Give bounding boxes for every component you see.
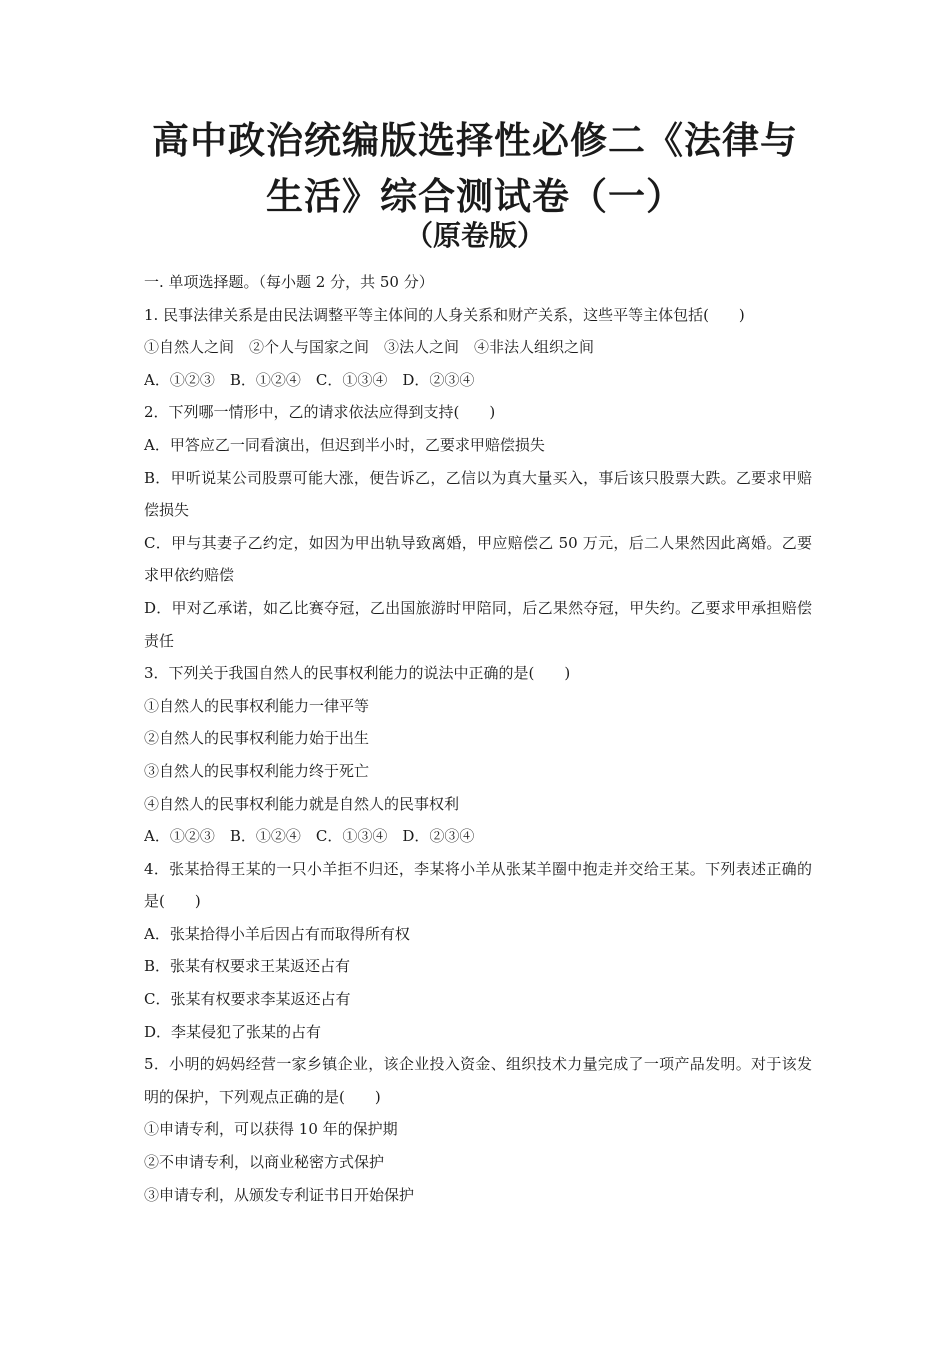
statement-3: ③自然人的民事权利能力终于死亡: [144, 761, 370, 780]
question-4: [144, 853, 812, 1049]
document-title: [140, 112, 810, 224]
question-2: [144, 396, 812, 657]
question-options: A．①②③ B．①②④ C．①③④ D．②③④: [144, 370, 475, 389]
statement-2: ②自然人的民事权利能力始于出生: [144, 729, 370, 748]
choice-c: C．张某有权要求李某返还占有: [144, 990, 351, 1009]
question-stem: 1. 民事法律关系是由民法调整平等主体间的人身关系和财产关系，这些平等主体包括( ): [144, 305, 745, 324]
question-3: [144, 657, 812, 853]
statement-3: ③申请专利，从颁发专利证书日开始保护: [144, 1185, 415, 1204]
question-statements: ①自然人之间 ②个人与国家之间 ③法人之间 ④非法人组织之间: [144, 338, 595, 357]
question-5: [144, 1048, 812, 1211]
question-stem: 3．下列关于我国自然人的民事权利能力的说法中正确的是( ): [144, 664, 571, 683]
question-stem: 2．下列哪一情形中，乙的请求依法应得到支持( ): [144, 403, 496, 422]
document-subtitle: （原卷版）: [404, 219, 545, 252]
choice-b: B．张某有权要求王某返还占有: [144, 957, 351, 976]
question-1: [144, 299, 812, 397]
question-stem: 5．小明的妈妈经营一家乡镇企业，该企业投入资金、组织技术力量完成了一项产品发明。对于该发明的保护，下列观点正确的是( ): [144, 1055, 812, 1106]
question-stem: 4．张某拾得王某的一只小羊拒不归还，李某将小羊从张某羊圈中抱走并交给王某。下列表述正确的是( ): [144, 859, 812, 911]
choice-d: D．李某侵犯了张某的占有: [144, 1022, 322, 1041]
title-line-1: 高中政治统编版选择性必修二《法律与: [152, 118, 798, 162]
statement-4: ④自然人的民事权利能力就是自然人的民事权利: [144, 794, 460, 813]
section-heading: 一. 单项选择题。（每小题 2 分，共 50 分）: [144, 273, 434, 291]
question-content: [144, 266, 812, 1211]
title-line-2: 生活》综合测试卷（一）: [266, 174, 684, 218]
choice-d: D．甲对乙承诺，如乙比赛夺冠，乙出国旅游时甲陪同，后乙果然夺冠，甲失约。乙要求甲承担赔偿责任: [144, 598, 812, 650]
choice-b: B．甲听说某公司股票可能大涨，便告诉乙，乙信以为真大量买入，事后该只股票大跌。乙要求甲赔偿损失: [144, 468, 812, 520]
statement-2: ②不申请专利，以商业秘密方式保护: [144, 1153, 385, 1172]
choice-c: C．甲与其妻子乙约定，如因为甲出轨导致离婚，甲应赔偿乙 50 万元，后二人果然因此离婚。乙要求甲依约赔偿: [144, 533, 812, 585]
choice-a: A．张某拾得小羊后因占有而取得所有权: [144, 924, 410, 943]
statement-1: ①申请专利，可以获得 10 年的保护期: [144, 1120, 398, 1139]
statement-1: ①自然人的民事权利能力一律平等: [144, 696, 370, 715]
choice-a: A．甲答应乙一同看演出，但迟到半小时，乙要求甲赔偿损失: [144, 435, 545, 454]
question-options: A．①②③ B．①②④ C．①③④ D．②③④: [144, 827, 475, 846]
